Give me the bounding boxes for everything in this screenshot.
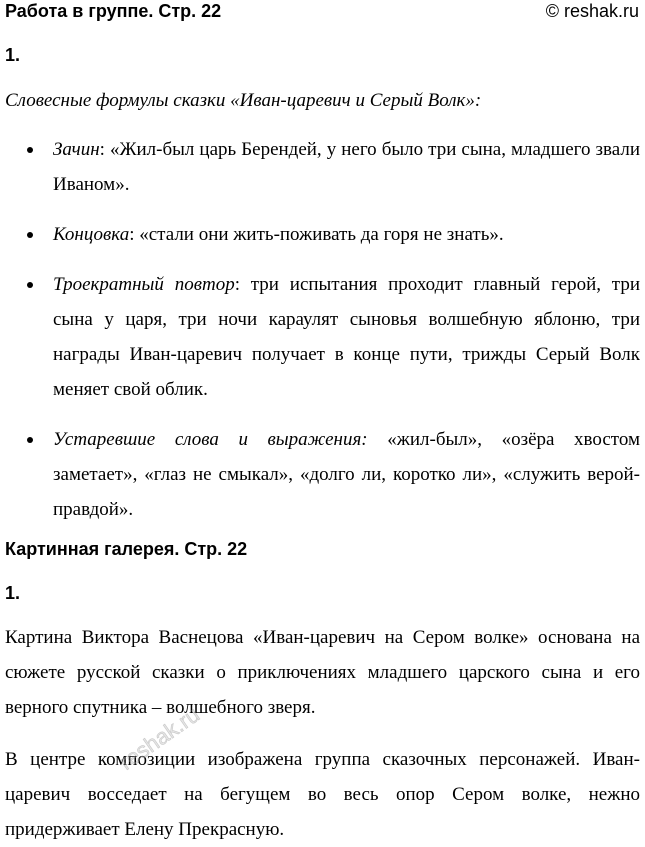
intro-text: Словесные формулы сказки «Иван-царевич и Серый Волк»:: [5, 90, 482, 111]
gallery-paragraph: В центре композиции изображена группа сказочных персонажей. Иван-царевич восседает на бегущем во весь опор Сером волке, нежно придерживает Елену Прекрасную.: [5, 749, 640, 840]
group-work-intro: [5, 83, 640, 118]
bullet-icon: [27, 282, 33, 288]
item-text: : «Жил-был царь Берендей, у него было три сына, младшего звали Иваном».: [53, 139, 640, 195]
list-item: [0, 267, 645, 407]
list-item: [0, 422, 645, 527]
task-number-gallery: 1.: [5, 583, 21, 603]
watermark-logo: reshak.ru: [114, 701, 205, 775]
bullet-icon: [27, 437, 33, 443]
gallery-paragraph: Картина Виктора Васнецова «Иван-царевич на Сером волке» основана на сюжете русской сказки о приключениях младшего царского сына и его верного спутника – волшебного зверя.: [5, 627, 640, 718]
header-source: © reshak.ru: [545, 1, 639, 21]
item-term: Троекратный повтор: [53, 274, 235, 295]
item-term: Устаревшие слова и выражения:: [53, 429, 368, 450]
item-text: «жил-был», «озёра хвостом заметает», «глаз не смыкал», «долго ли, коротко ли», «служить верой-правдой».: [53, 429, 640, 520]
item-text: : три испытания проходит главный герой, три сына у царя, три ночи караулят сыновья волшебную яблоню, три награды Иван-царевич получает в конце пути, трижды Серый Волк меняет свой облик.: [53, 274, 640, 400]
header-title: Работа в группе. Стр. 22: [5, 1, 222, 21]
formula-list: [0, 132, 645, 542]
item-text: : «стали они жить-поживать да горя не знать».: [129, 224, 504, 245]
list-item: [0, 132, 645, 202]
item-term: Концовка: [53, 224, 130, 245]
page-header: [5, 0, 639, 26]
task-number-group-work: 1.: [5, 45, 21, 65]
gallery-section-title: Картинная галерея. Стр. 22: [5, 539, 248, 559]
bullet-icon: [27, 232, 33, 238]
bullet-icon: [27, 147, 33, 153]
list-item: [0, 217, 645, 252]
item-term: Зачин: [53, 139, 100, 160]
